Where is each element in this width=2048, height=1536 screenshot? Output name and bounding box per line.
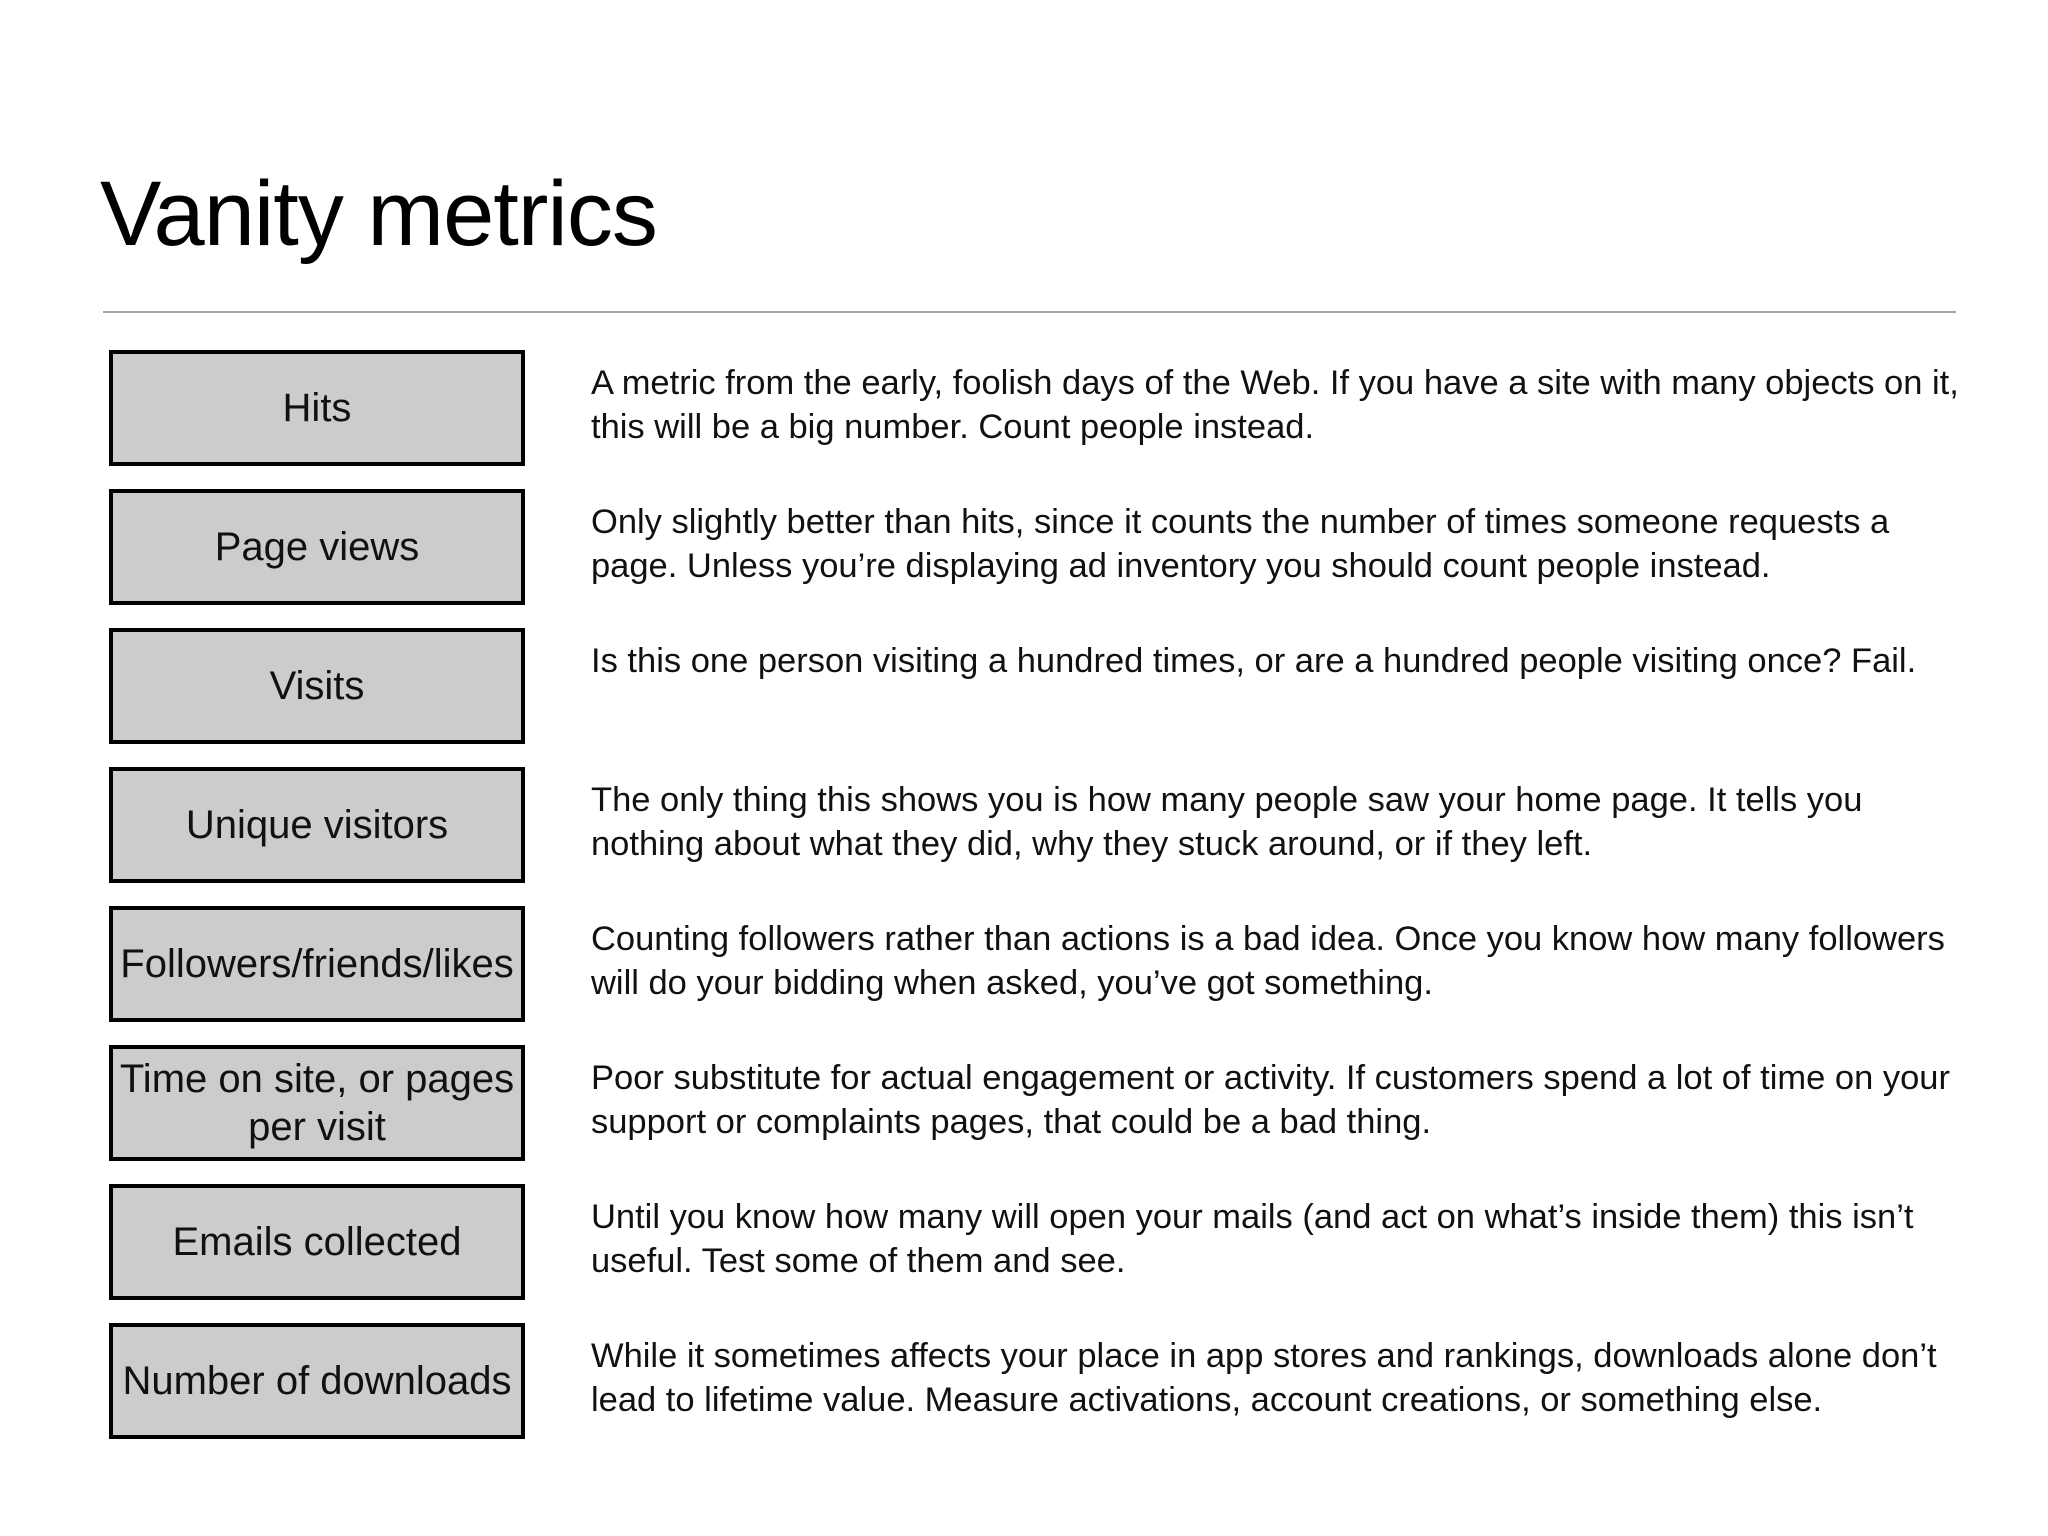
- metric-description-followers: Counting followers rather than actions is a bad idea. Once you know how many followers will do your bidding when asked, you’ve got something.: [591, 920, 1945, 1002]
- metric-box-unique-visitors: [109, 767, 525, 883]
- metric-box-hits: [109, 350, 525, 466]
- metric-description-emails-collected: Until you know how many will open your mails (and act on what’s inside them) this isn’t useful. Test some of them and see.: [591, 1198, 1914, 1280]
- metric-label: Time on site, or pages per visit: [119, 1057, 515, 1149]
- metric-label: Visits: [269, 664, 365, 708]
- metric-description-unique-visitors: The only thing this shows you is how many people saw your home page. It tells you nothing about what they did, why they stuck around, or if they left.: [591, 781, 1863, 863]
- metric-box-page-views: [109, 489, 525, 605]
- metric-label: Emails collected: [172, 1220, 462, 1264]
- metric-label: Number of downloads: [122, 1359, 512, 1403]
- metric-description-time-on-site: Poor substitute for actual engagement or activity. If customers spend a lot of time on your support or complaints pages, that could be a bad thing.: [591, 1059, 1950, 1141]
- title-divider: [103, 311, 1956, 313]
- metric-box-time-on-site: [109, 1045, 525, 1161]
- metric-label: Unique visitors: [185, 803, 449, 847]
- metric-label: Followers/friends/likes: [120, 942, 514, 986]
- metric-box-visits: [109, 628, 525, 744]
- metric-description-number-of-downloads: While it sometimes affects your place in app stores and rankings, downloads alone don’t lead to lifetime value. Measure activations, account creations, or something else.: [591, 1337, 1937, 1419]
- metric-box-number-of-downloads: [109, 1323, 525, 1439]
- metric-label: Page views: [214, 525, 420, 569]
- metric-description-visits: Is this one person visiting a hundred times, or are a hundred people visiting once? Fail.: [591, 642, 1917, 680]
- metric-box-emails-collected: [109, 1184, 525, 1300]
- metric-box-followers: [109, 906, 525, 1022]
- metric-label: Hits: [282, 386, 352, 430]
- slide-title: Vanity metrics: [100, 163, 657, 265]
- metric-description-hits: A metric from the early, foolish days of the Web. If you have a site with many objects on it, this will be a big number. Count people instead.: [591, 364, 1959, 446]
- metric-description-page-views: Only slightly better than hits, since it counts the number of times someone requests a page. Unless you’re displaying ad inventory you should count people instead.: [591, 503, 1890, 585]
